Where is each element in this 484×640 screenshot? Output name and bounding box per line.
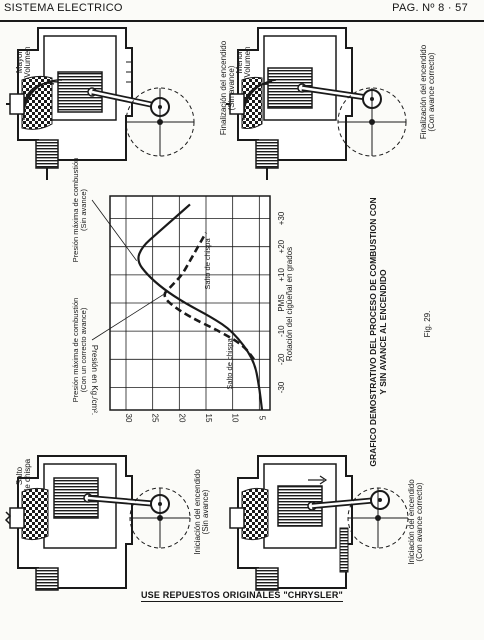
page-number: PAG. Nº 8 · 57 xyxy=(392,2,468,14)
label-volumen: Volumen xyxy=(23,46,32,78)
figure-label: Fig. 29. xyxy=(423,310,432,338)
y-tick-label: 20 xyxy=(177,413,187,423)
x-tick-label: -10 xyxy=(277,325,286,337)
caption-ini-con: Iniciación del encendido xyxy=(407,479,416,565)
y-tick-label: 25 xyxy=(150,413,160,423)
annotation-max-con-1: Presión máxima de combustión xyxy=(71,297,80,403)
x-tick-label: -30 xyxy=(277,381,286,394)
label-volumen-2: Volumen xyxy=(243,46,252,78)
caption-fin-con-2: (Con avance correcto) xyxy=(427,52,436,132)
annotation-max-sin-2: (Sin avance) xyxy=(79,188,88,232)
x-tick-label: PMS xyxy=(277,294,286,312)
y-tick-label: 30 xyxy=(124,413,133,423)
caption-fin-con: Finalización del encendido xyxy=(419,44,428,140)
annotation-salto-2: Salto de chispa xyxy=(203,238,212,290)
caption-ini-con-2: (Con avance correcto) xyxy=(415,482,424,562)
caption-ini-sin-2: (Sin avance) xyxy=(201,489,210,535)
caption-ini-sin: Iniciación del encendido xyxy=(193,469,202,555)
pressure-chart xyxy=(71,158,294,423)
y-axis-label: Presión en Kg./cm². xyxy=(90,344,99,416)
engine-diagram-bottom-right xyxy=(230,456,408,590)
x-tick-label: -20 xyxy=(277,353,286,366)
x-tick-label: +20 xyxy=(277,239,286,254)
annotation-max-con-2: (Con un correcto avance) xyxy=(79,307,88,393)
label-menor: Menor xyxy=(235,50,244,74)
figure-title-2: Y SIN AVANCE AL ENCENDIDO xyxy=(378,269,388,395)
caption-fin-sin: Finalización del encendido xyxy=(219,40,228,136)
page-footer xyxy=(0,590,484,600)
engine-diagram-top-right xyxy=(219,28,406,180)
label-salto: Salto xyxy=(15,466,24,486)
x-tick-label: +30 xyxy=(277,211,286,226)
engine-diagram-top-left xyxy=(6,28,194,180)
caption-fin-sin-2: (Sin avance) xyxy=(227,65,236,111)
y-tick-label: 5 xyxy=(257,415,267,421)
label-mayor: Mayor xyxy=(15,50,24,74)
engine-diagram-bottom-left xyxy=(6,456,190,590)
x-axis-label: Rotación del cigüeñal en grados xyxy=(285,246,294,362)
footer-note: USE REPUESTOS ORIGINALES "CHRYSLER" xyxy=(140,590,344,600)
label-de-chispa: de chispa xyxy=(23,458,32,494)
y-tick-label: 10 xyxy=(230,413,240,423)
annotation-salto-1: Salto de chispa xyxy=(225,338,234,390)
y-tick-label: 15 xyxy=(204,413,213,423)
annotation-max-sin-1: Presión máxima de combustión xyxy=(71,157,80,263)
section-title: SISTEMA ELECTRICO xyxy=(4,2,123,14)
x-tick-label: +10 xyxy=(277,268,286,282)
figure-title-1: GRAFICO DEMOSTRATIVO DEL PROCESO DE COMBUSTION CON xyxy=(368,197,378,467)
